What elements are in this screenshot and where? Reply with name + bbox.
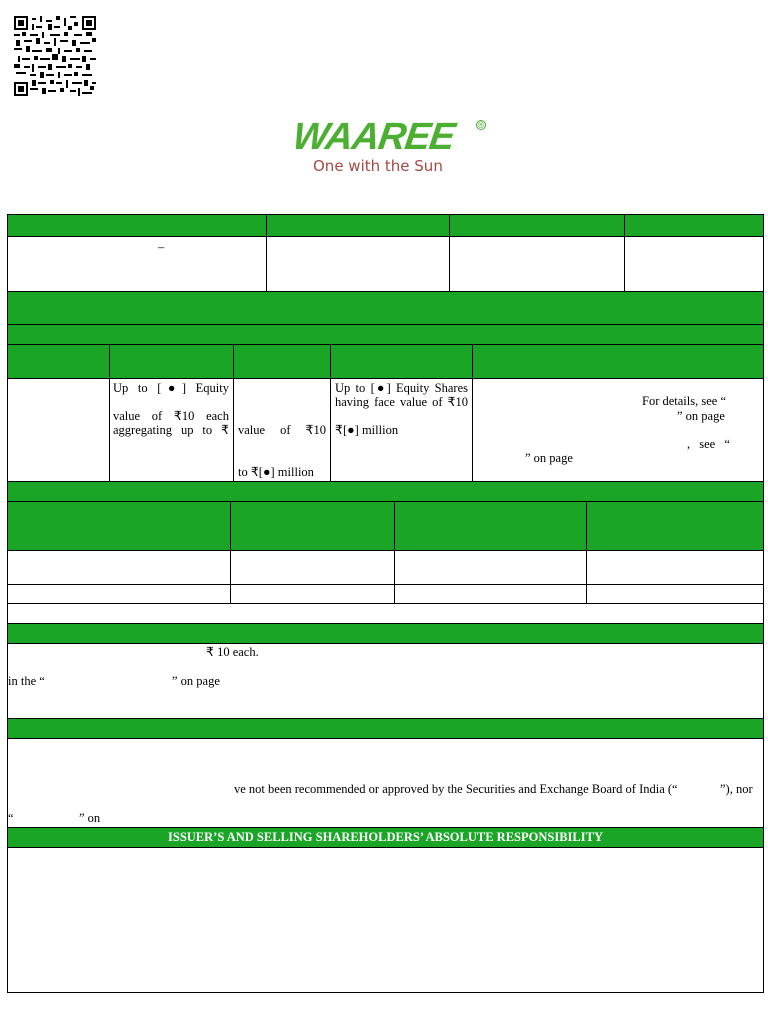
eligibility-line4: ” on page [525, 451, 573, 465]
company-header-col3 [449, 214, 625, 237]
responsibility-heading: ISSUER’S AND SELLING SHAREHOLDERS’ ABSOLUTE RESPONSIBILITY [168, 830, 603, 844]
company-cell-3 [449, 236, 625, 292]
ss-footer-row [7, 603, 764, 624]
ofs-line1: value of ₹10 [238, 423, 326, 437]
offer-header-col5 [472, 344, 764, 379]
ss-row1-col3 [394, 550, 587, 585]
ss-header-col1 [7, 501, 231, 551]
general-risks-banner [7, 718, 764, 739]
qr-code [14, 16, 96, 96]
offer-header-col1 [7, 344, 110, 379]
eligibility-line2: ” on page [677, 409, 725, 423]
waaree-logo [290, 116, 490, 178]
responsibility-body [7, 847, 764, 993]
company-header-col4 [624, 214, 764, 237]
registered-mark: ® [477, 120, 485, 130]
company-dash: – [158, 240, 165, 254]
ss-row2-col3 [394, 584, 587, 604]
offer-details-banner [7, 324, 764, 345]
general-risks-line1-end: ”), nor [720, 782, 753, 796]
risks-line1: ₹ 10 each. [206, 645, 259, 659]
eligibility-line1: For details, see “ [642, 394, 727, 408]
ss-row2-col4 [586, 584, 764, 604]
fresh-issue-line3: aggregating up to ₹ [113, 423, 229, 437]
promoters-banner [7, 291, 764, 325]
logo-wordmark: WAAREE [290, 116, 457, 158]
ss-row2-col2 [230, 584, 395, 604]
fresh-issue-line1: Up to [●] Equity [113, 381, 229, 395]
company-header-col2 [266, 214, 450, 237]
company-header-col1 [7, 214, 267, 237]
general-risks-line2-end: ” on [79, 811, 101, 825]
general-risks-line2-start: “ [8, 811, 14, 825]
ss-row1-col1 [7, 550, 231, 585]
offer-header-col3 [233, 344, 331, 379]
company-cell-4 [624, 236, 764, 292]
risks-line3: ” on page [172, 674, 220, 688]
ss-header-col2 [230, 501, 395, 551]
ss-row1-col2 [230, 550, 395, 585]
ss-row2-col1 [7, 584, 231, 604]
company-cell-2 [266, 236, 450, 292]
ss-row1-col4 [586, 550, 764, 585]
ss-header-col3 [394, 501, 587, 551]
risks-first-offer-body [7, 643, 764, 719]
fresh-issue-line2: value of ₹10 each [113, 409, 229, 423]
total-offer-line3: ₹[●] million [335, 423, 399, 437]
ss-header-col4 [586, 501, 764, 551]
ofs-line2: to ₹[●] million [238, 465, 314, 479]
logo-tagline: One with the Sun [313, 157, 443, 175]
offer-cell-type [7, 378, 110, 482]
eligibility-line3: , see “ [687, 437, 730, 451]
responsibility-banner [7, 827, 764, 848]
risks-line2: in the “ [8, 674, 45, 688]
total-offer-line2: having face value of ₹10 [335, 395, 468, 409]
general-risks-line1: ve not been recommended or approved by the Securities and Exchange Board of India (“ [234, 782, 678, 796]
offer-header-col4 [330, 344, 473, 379]
offer-header-col2 [109, 344, 234, 379]
risks-first-offer-banner [7, 623, 764, 644]
selling-shareholders-banner [7, 481, 764, 502]
company-cell-1 [7, 236, 267, 292]
total-offer-line1: Up to [●] Equity Shares [335, 381, 468, 395]
